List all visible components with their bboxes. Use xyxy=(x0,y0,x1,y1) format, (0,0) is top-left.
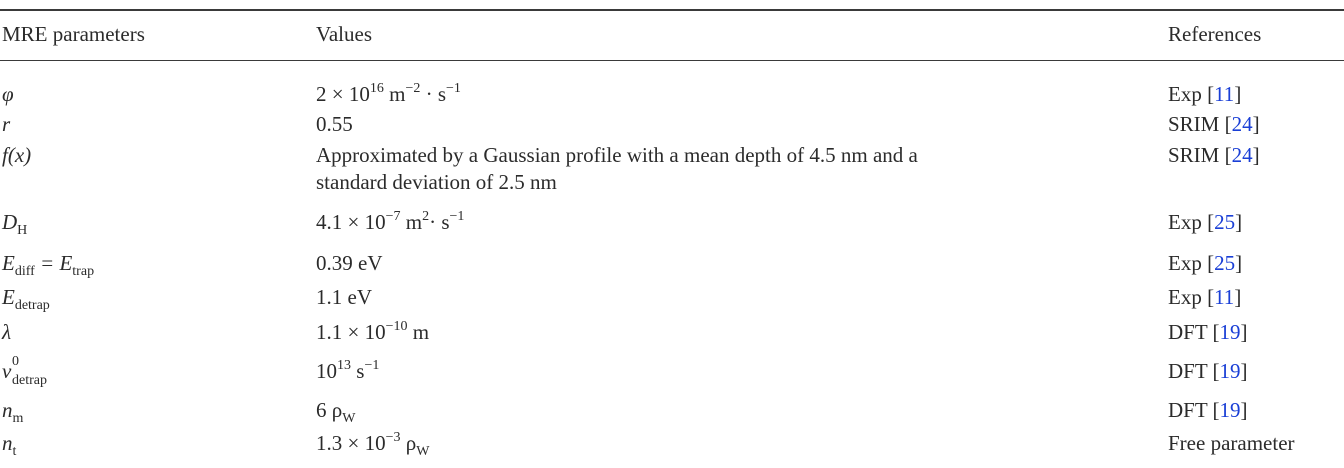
ref-row-6: DFT [19] xyxy=(1168,320,1248,344)
value-lambda: $1.1 \times 10^{-10}$ m xyxy=(316,319,430,344)
value-r: 0.55 xyxy=(316,112,353,136)
ref-row-1: SRIM [24] xyxy=(1168,112,1260,136)
citation-link[interactable]: 24 xyxy=(1231,112,1253,136)
ref-row-9: Free parameter xyxy=(1168,431,1295,455)
ref-row-4: Exp [25] xyxy=(1168,251,1243,275)
value-dh: $4.1 \times 10^{-7}$ $m^2\cdot s^{-1}$ xyxy=(316,209,465,234)
ref-row-3: Exp [25] xyxy=(1168,210,1243,234)
value-nt: $1.3 \times 10^{-3}$ $\rho_W$ xyxy=(316,430,430,459)
param-nu-detrap: ν 0 detrap xyxy=(2,354,47,388)
value-ediff: 0.39 eV xyxy=(316,251,383,275)
citation-link[interactable]: 11 xyxy=(1214,285,1235,309)
citation-link[interactable]: 24 xyxy=(1231,143,1253,167)
ref-row-2: SRIM [24] xyxy=(1168,143,1260,167)
ref-row-0: Exp [11] xyxy=(1168,82,1242,106)
citation-link[interactable]: 19 xyxy=(1219,398,1241,422)
ref-row-7: DFT [19] xyxy=(1168,359,1248,383)
value-nu: $10^{13}$ $s^{-1}$ xyxy=(316,358,380,383)
citation-link[interactable]: 19 xyxy=(1219,359,1241,383)
ref-row-5: Exp [11] xyxy=(1168,285,1242,309)
value-edetrap: 1.1 eV xyxy=(316,285,372,309)
citation-link[interactable]: 25 xyxy=(1214,251,1236,275)
param-nt: $n_t$ xyxy=(2,431,17,459)
ref-row-8: DFT [19] xyxy=(1168,398,1248,422)
header-references: References xyxy=(1168,22,1262,46)
param-fx: f(x) xyxy=(2,143,32,167)
header-mre-parameters: MRE parameters xyxy=(2,22,145,46)
param-edetrap: $E_{detrap}$ xyxy=(2,285,50,313)
param-phi: φ xyxy=(2,82,14,106)
table-top-rule xyxy=(0,9,1344,11)
table-header-rule xyxy=(0,60,1344,61)
param-dh: $D_H$ xyxy=(2,210,28,238)
value-nm: 6 $\rho_W$ xyxy=(316,398,356,426)
param-ediff-etrap: $E_{diff} = E_{trap}$ xyxy=(2,251,95,279)
param-nm: $n_m$ xyxy=(2,398,24,426)
value-flux: $2 \times 10^{16}$ $m^{-2} \cdot s^{-1}$ xyxy=(316,81,461,106)
header-values: Values xyxy=(316,22,372,46)
citation-link[interactable]: 25 xyxy=(1214,210,1236,234)
value-fx-line1: Approximated by a Gaussian profile with a mean depth of 4.5 nm and a xyxy=(316,143,918,167)
citation-link[interactable]: 19 xyxy=(1219,320,1241,344)
value-fx-line2: standard deviation of 2.5 nm xyxy=(316,170,557,194)
param-lambda: λ xyxy=(2,320,12,344)
param-r: r xyxy=(2,112,11,136)
citation-link[interactable]: 11 xyxy=(1214,82,1235,106)
